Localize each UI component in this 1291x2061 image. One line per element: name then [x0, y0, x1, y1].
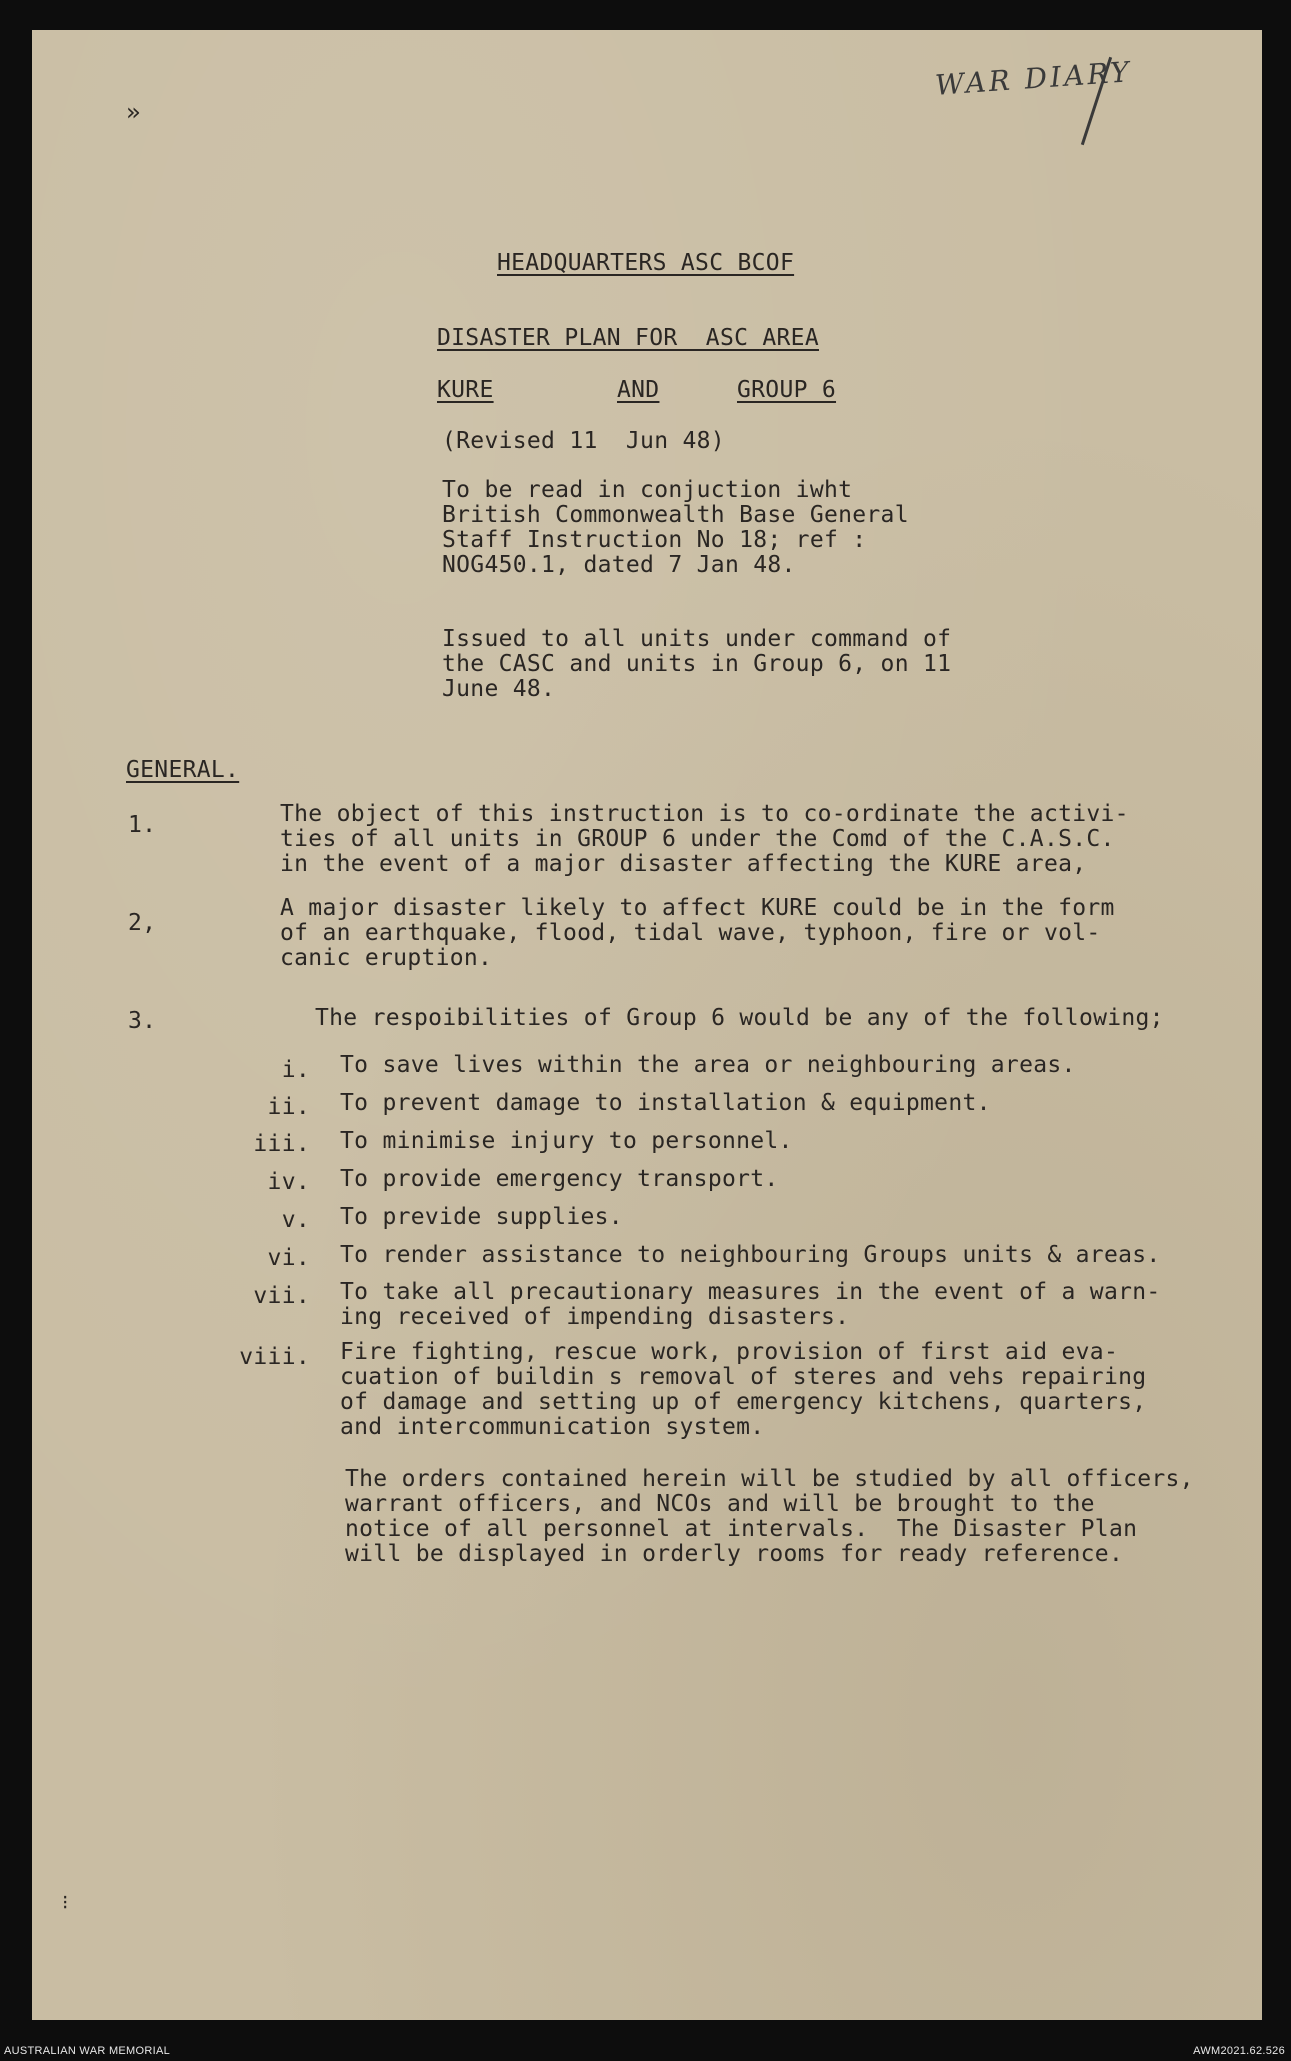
paragraph-line: canic eruption.: [280, 945, 493, 971]
footer-accession-number: AWM2021.62.526: [1193, 2045, 1285, 2057]
list-item-line: To take all precautionary measures in the event of a warn-: [340, 1279, 1161, 1305]
paragraph-line: of an earthquake, flood, tidal wave, typhoon, fire or vol-: [280, 920, 1101, 946]
list-item: To previde supplies.: [340, 1204, 623, 1230]
item-number: i.: [281, 1057, 310, 1083]
item-number: vi.: [267, 1245, 310, 1271]
punch-mark: ⁝: [62, 1890, 69, 1914]
list-item-line: of damage and setting up of emergency kitchens, quarters,: [340, 1389, 1147, 1415]
punch-mark: »: [126, 98, 141, 126]
item-number: iv.: [267, 1169, 310, 1195]
list-item: To save lives within the area or neighbouring areas.: [340, 1052, 1076, 1078]
reference-line: British Commonwealth Base General: [442, 502, 909, 528]
plan-title: DISASTER PLAN FOR ASC AREA: [437, 325, 819, 351]
paragraph-3: The respoibilities of Group 6 would be any of the following;: [315, 1005, 1164, 1031]
hq-heading: HEADQUARTERS ASC BCOF: [497, 250, 795, 276]
reference-line: To be read in conjuction iwht: [442, 477, 853, 503]
item-number: v.: [281, 1207, 310, 1233]
section-heading-general: GENERAL.: [126, 757, 240, 783]
issued-line: the CASC and units in Group 6, on 11: [442, 651, 952, 677]
footer-archive-name: AUSTRALIAN WAR MEMORIAL: [4, 2045, 171, 2057]
list-item: [340, 1280, 1161, 1330]
list-item: [340, 1340, 1146, 1440]
list-item-line: Fire fighting, rescue work, provision of first aid eva-: [340, 1339, 1119, 1365]
paragraph-line: A major disaster likely to affect KURE could be in the form: [280, 895, 1115, 921]
paragraph-1: [280, 802, 1129, 877]
list-item-line: and intercommunication system.: [340, 1414, 765, 1440]
reference-line: NOG450.1, dated 7 Jan 48.: [442, 552, 796, 578]
paragraph-2: [280, 896, 1115, 971]
closing-line: notice of all personnel at intervals. The Disaster Plan: [345, 1516, 1138, 1542]
para-number: 1.: [128, 812, 157, 838]
revised-date: (Revised 11 Jun 48): [442, 428, 725, 454]
title-kure: KURE: [437, 377, 494, 403]
title-and: AND: [617, 377, 660, 403]
handwritten-annotation: WAR DIARY: [934, 55, 1133, 102]
list-item: To minimise injury to personnel.: [340, 1128, 793, 1154]
closing-line: The orders contained herein will be studied by all officers,: [345, 1466, 1194, 1492]
list-item: To prevent damage to installation & equipment.: [340, 1090, 991, 1116]
item-number: vii.: [253, 1283, 310, 1309]
title-group: GROUP 6: [737, 377, 837, 403]
item-number: viii.: [239, 1344, 310, 1370]
para-number: 2,: [128, 910, 157, 936]
paragraph-line: in the event of a major disaster affecting the KURE area,: [280, 851, 1087, 877]
paragraph-line: ties of all units in GROUP 6 under the Comd of the C.A.S.C.: [280, 826, 1115, 852]
reference-line: Staff Instruction No 18; ref :: [442, 527, 867, 553]
reference-block: [442, 478, 909, 578]
issued-line: June 48.: [442, 676, 556, 702]
closing-line: will be displayed in orderly rooms for ready reference.: [345, 1541, 1124, 1567]
list-item-line: ing received of impending disasters.: [340, 1304, 850, 1330]
list-item: To provide emergency transport.: [340, 1166, 779, 1192]
closing-line: warrant officers, and NCOs and will be brought to the: [345, 1491, 1095, 1517]
issued-line: Issued to all units under command of: [442, 626, 952, 652]
para-number: 3.: [128, 1008, 157, 1034]
issued-block: [442, 627, 951, 702]
closing-paragraph: [345, 1467, 1194, 1567]
paragraph-line: The object of this instruction is to co-ordinate the activi-: [280, 801, 1129, 827]
list-item-line: cuation of buildin s removal of steres and vehs repairing: [340, 1364, 1147, 1390]
item-number: iii.: [253, 1131, 310, 1157]
list-item: To render assistance to neighbouring Groups units & areas.: [340, 1242, 1161, 1268]
item-number: ii.: [267, 1094, 310, 1120]
